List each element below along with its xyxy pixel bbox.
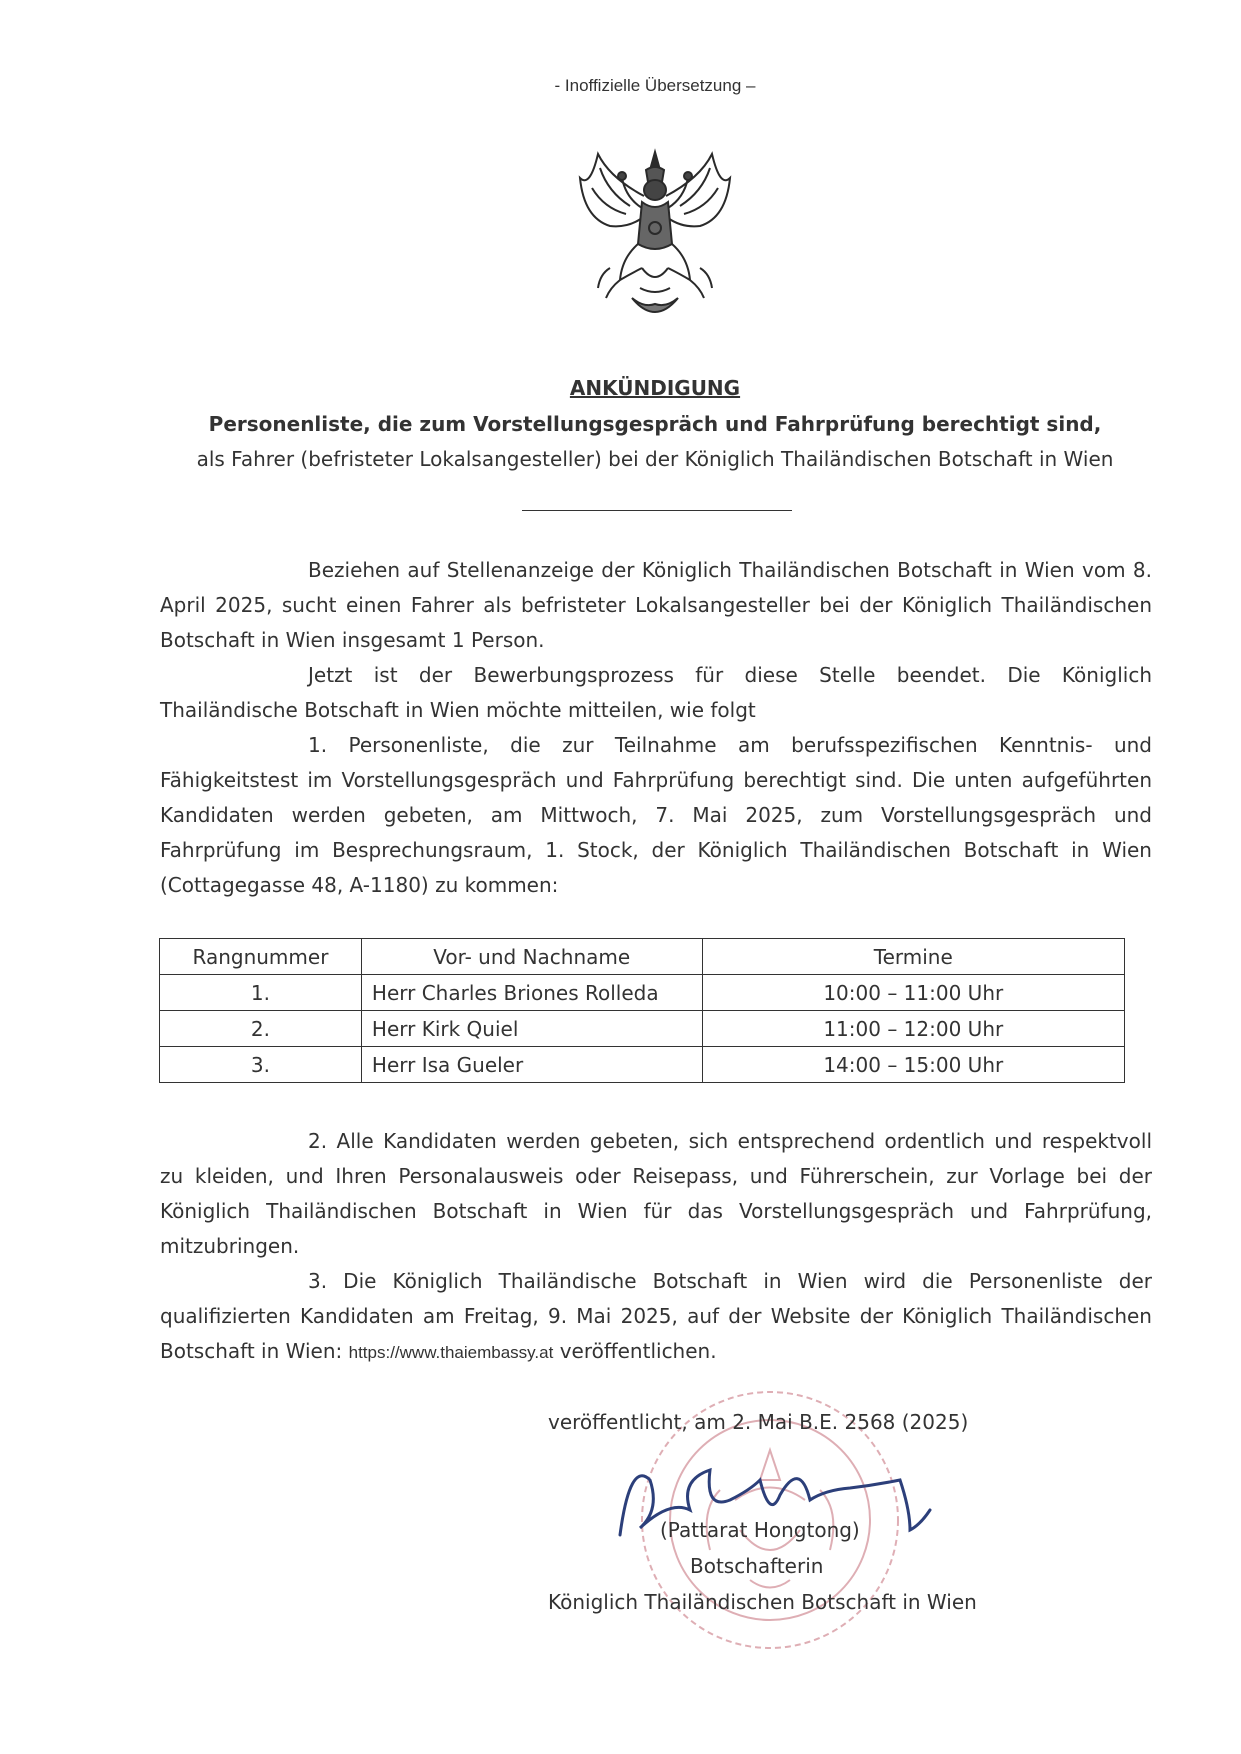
cell-rank: 2. bbox=[160, 1011, 362, 1047]
garuda-emblem-icon bbox=[570, 148, 740, 326]
cell-name: Herr Charles Briones Rolleda bbox=[361, 975, 702, 1011]
paragraph-1: Beziehen auf Stellenanzeige der Königlich Thailändischen Botschaft in Wien vom 8. April 2025, sucht einen Fahrer als befristeter Lokalsangesteller bei der Königlich Thailändischen Botschaft in Wien insgesamt 1 Person. bbox=[160, 558, 1152, 652]
header-rank: Rangnummer bbox=[160, 939, 362, 975]
announcement-subtitle: als Fahrer (befristeter Lokalsangesteller) bei der Königlich Thailändischen Botschaft in Wien bbox=[196, 447, 1114, 471]
paragraph-5-text: 3. Die Königlich Thailändische Botschaft in Wien wird die Personenliste der qualifizierten Kandidaten am Freitag, 9. Mai 2025, auf der Website der Königlich Thailändischen Botschaft in Wien: bbox=[160, 1269, 1152, 1363]
table-row bbox=[160, 975, 1125, 1011]
cell-rank: 1. bbox=[160, 975, 362, 1011]
table-row bbox=[160, 1011, 1125, 1047]
paragraph-5-end: veröffentlichen. bbox=[559, 1339, 717, 1363]
ambassador-name: (Pattarat Hongtong) bbox=[660, 1518, 860, 1542]
paragraph-4: 2. Alle Kandidaten werden gebeten, sich entsprechend ordentlich und respektvoll zu kleiden, und Ihren Personalausweis oder Reisepass, und Führerschein, zur Vorlage bei der Königlich Thailändischen Botschaft in Wien für das Vorstellungsgespräch und Fahrprüfung, mitzubringen. bbox=[160, 1129, 1152, 1258]
header-time: Termine bbox=[702, 939, 1124, 975]
ambassador-role: Botschafterin bbox=[690, 1554, 824, 1578]
candidate-table bbox=[159, 938, 1125, 1083]
cell-time: 10:00 – 11:00 Uhr bbox=[702, 975, 1124, 1011]
cell-name: Herr Kirk Quiel bbox=[361, 1011, 702, 1047]
cell-name: Herr Isa Gueler bbox=[361, 1047, 702, 1083]
table-header-row bbox=[160, 939, 1125, 975]
translation-note: - Inoffizielle Übersetzung – bbox=[554, 76, 756, 95]
header-name: Vor- und Nachname bbox=[361, 939, 702, 975]
title-divider bbox=[522, 510, 792, 511]
cell-rank: 3. bbox=[160, 1047, 362, 1083]
embassy-website-link[interactable]: https://www.thaiembassy.at bbox=[348, 1343, 554, 1362]
publication-date: veröffentlicht, am 2. Mai B.E. 2568 (2025) bbox=[548, 1410, 969, 1434]
announcement-title: ANKÜNDIGUNG bbox=[569, 376, 741, 400]
embassy-name: Königlich Thailändischen Botschaft in Wien bbox=[548, 1590, 977, 1614]
cell-time: 14:00 – 15:00 Uhr bbox=[702, 1047, 1124, 1083]
cell-time: 11:00 – 12:00 Uhr bbox=[702, 1011, 1124, 1047]
table-row bbox=[160, 1047, 1125, 1083]
paragraph-5 bbox=[160, 1264, 1152, 1370]
paragraph-2: Jetzt ist der Bewerbungsprozess für diese Stelle beendet. Die Königlich Thailändische Botschaft in Wien möchte mitteilen, wie folgt bbox=[160, 663, 1152, 722]
announcement-subtitle-bold: Personenliste, die zum Vorstellungsgespräch und Fahrprüfung berechtigt sind, bbox=[208, 412, 1102, 436]
paragraph-3: 1. Personenliste, die zur Teilnahme am berufsspezifischen Kenntnis- und Fähigkeitstest im Vorstellungsgespräch und Fahrprüfung berechtigt sind. Die unten aufgeführten Kandidaten werden gebeten, am Mittwoch, 7. Mai 2025, zum Vorstellungsgespräch und Fahrprüfung im Besprechungsraum, 1. Stock, der Königlich Thailändischen Botschaft in Wien (Cottagegasse 48, A-1180) zu kommen: bbox=[160, 733, 1152, 897]
